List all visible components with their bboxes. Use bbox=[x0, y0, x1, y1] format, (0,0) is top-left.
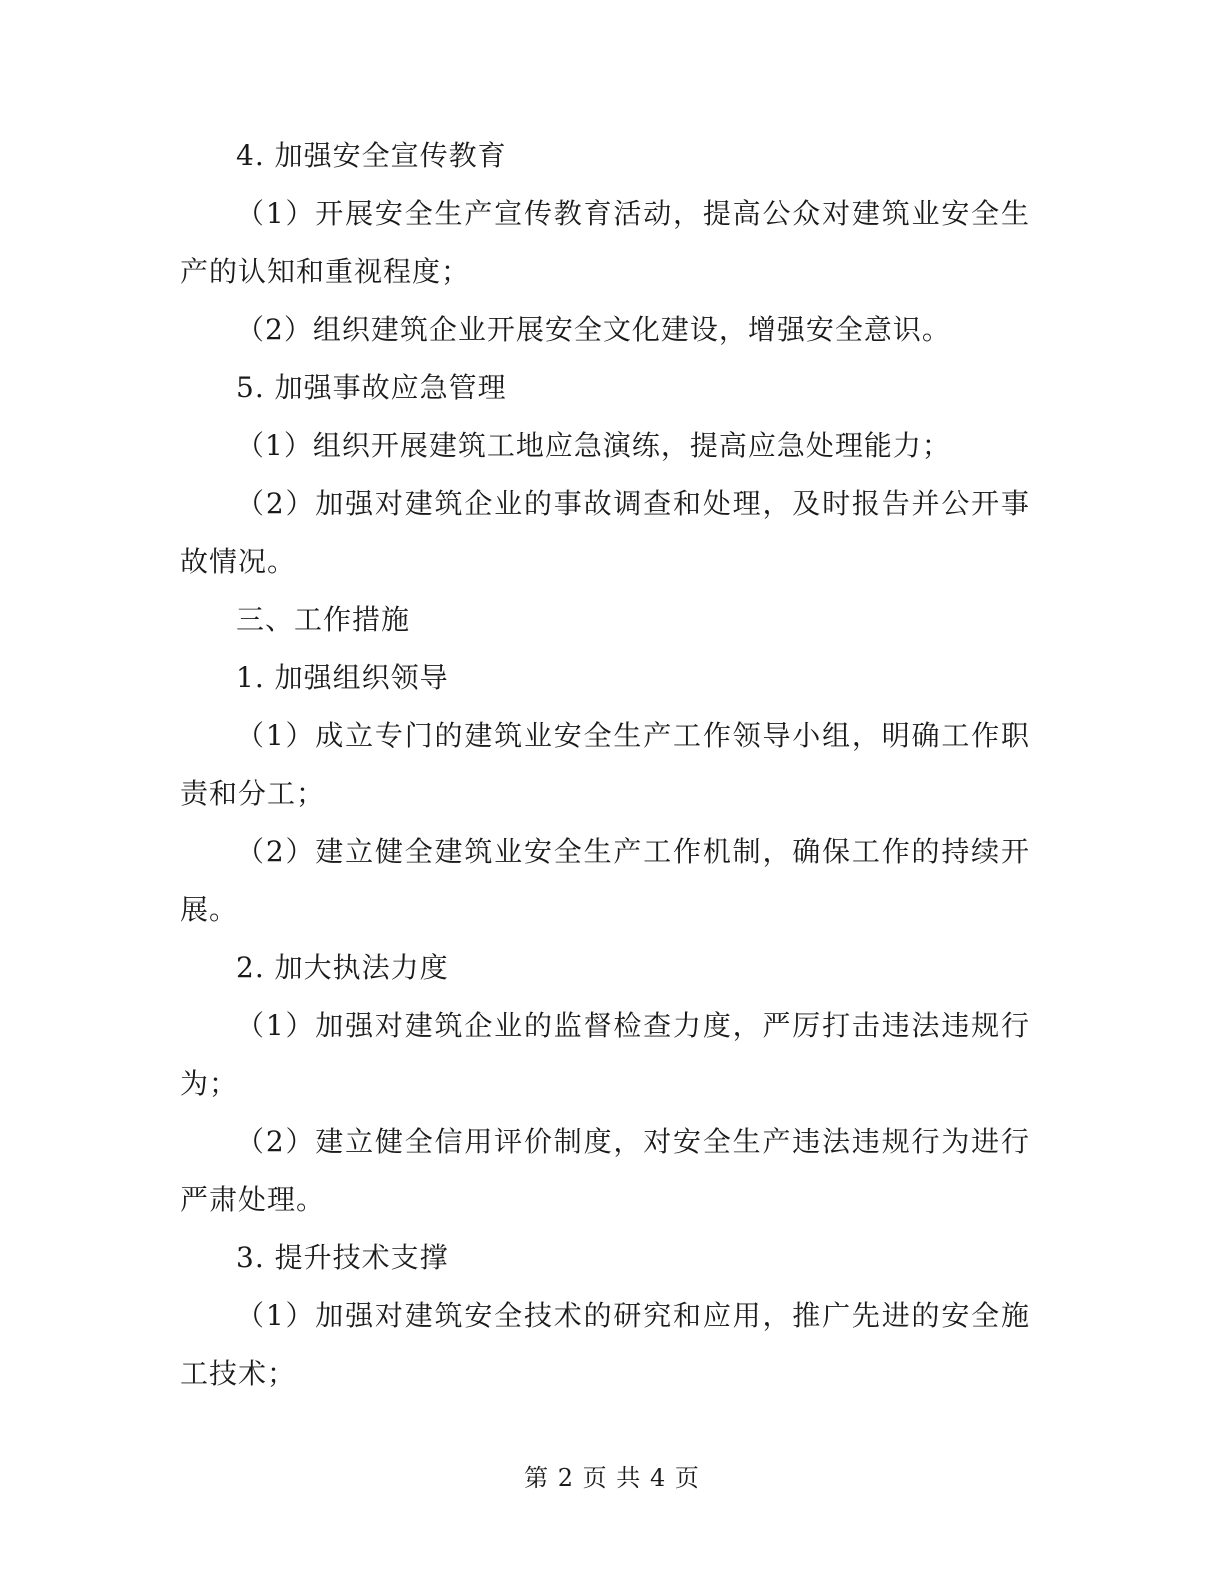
paragraph-m2-1: （1）加强对建筑企业的监督检查力度，严厉打击违法违规行为； bbox=[180, 1009, 1030, 1100]
paragraph-m2-2: （2）建立健全信用评价制度，对安全生产违法违规行为进行严肃处理。 bbox=[180, 1125, 1030, 1216]
measure-heading-1: 1. 加强组织领导 bbox=[236, 661, 449, 694]
paragraph-m3-1: （1）加强对建筑安全技术的研究和应用，推广先进的安全施工技术； bbox=[180, 1299, 1030, 1390]
chapter-heading-3: 三、工作措施 bbox=[236, 603, 411, 636]
paragraph-m1-2: （2）建立健全建筑业安全生产工作机制，确保工作的持续开展。 bbox=[180, 835, 1030, 926]
paragraph-m1-1: （1）成立专门的建筑业安全生产工作领导小组，明确工作职责和分工； bbox=[180, 719, 1030, 810]
paragraph-4-2: （2）组织建筑企业开展安全文化建设，增强安全意识。 bbox=[236, 313, 951, 346]
section-heading-5: 5. 加强事故应急管理 bbox=[236, 371, 507, 404]
paragraph-5-2: （2）加强对建筑企业的事故调查和处理，及时报告并公开事故情况。 bbox=[180, 487, 1030, 578]
paragraph-4-1: （1）开展安全生产宣传教育活动，提高公众对建筑业安全生产的认知和重视程度； bbox=[180, 197, 1030, 288]
paragraph-5-1: （1）组织开展建筑工地应急演练，提高应急处理能力； bbox=[236, 429, 951, 462]
page-footer bbox=[0, 1461, 1224, 1495]
measure-heading-2: 2. 加大执法力度 bbox=[236, 951, 449, 984]
page-number: 第 2 页 共 4 页 bbox=[524, 1464, 700, 1492]
document-body bbox=[180, 127, 1030, 1403]
section-heading-4: 4. 加强安全宣传教育 bbox=[236, 139, 507, 172]
measure-heading-3: 3. 提升技术支撑 bbox=[236, 1241, 449, 1274]
